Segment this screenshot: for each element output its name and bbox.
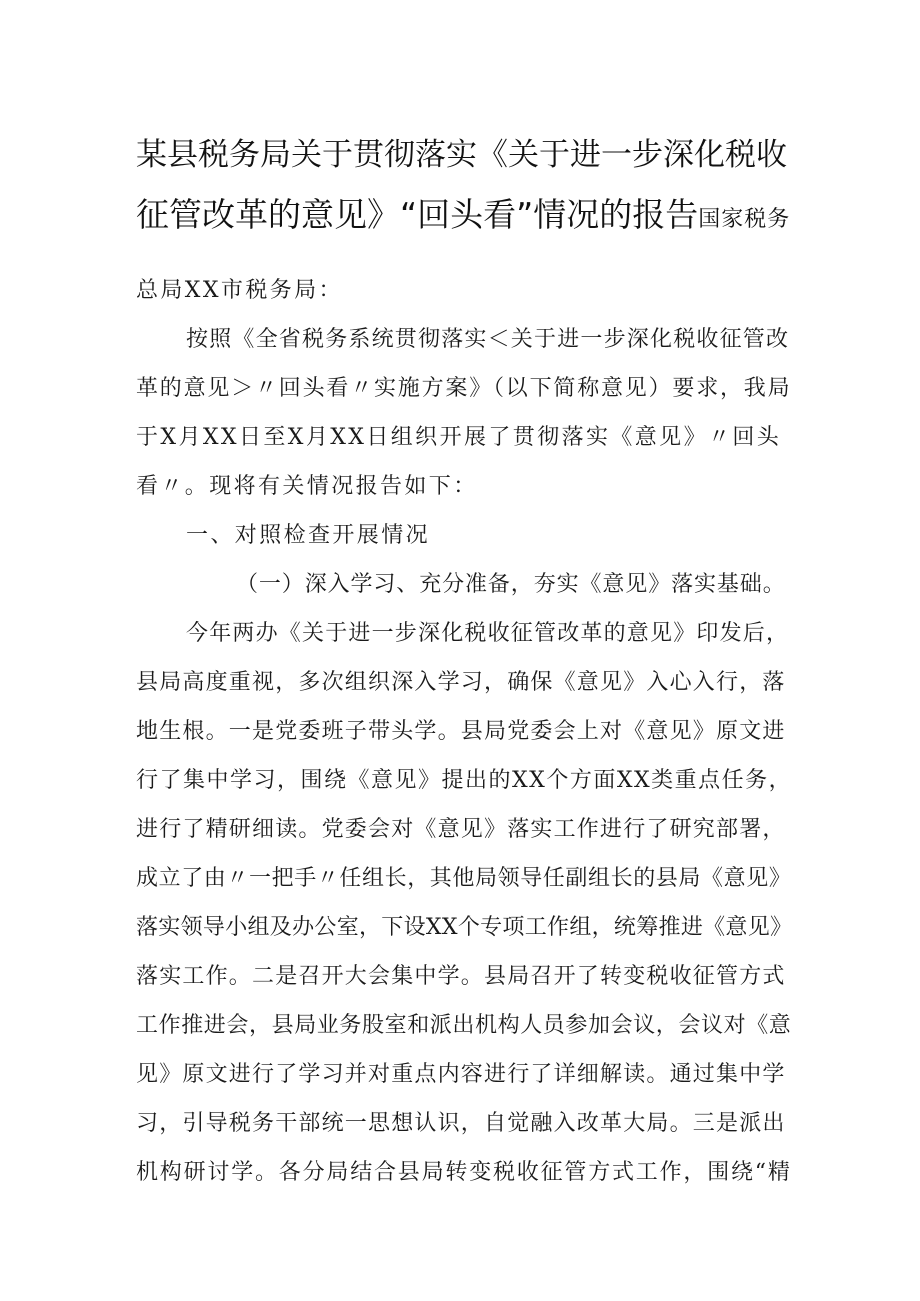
paragraph-line: 革的意见＞〃回头看〃实施方案》（以下简称意见）要求，我局: [136, 376, 792, 401]
document-title-line-2: [136, 190, 790, 245]
section-heading: 一、对照检查开展情况: [186, 523, 431, 548]
paragraph-line: 地生根。一是党委班子带头学。县局党委会上对《意见》原文进: [136, 719, 786, 744]
paragraph-line: 行了集中学习，围绕《意见》提出的XX个方面XX类重点任务，: [136, 768, 793, 793]
document-title-line-1: 某县税务局关于贯彻落实《关于进一步深化税收: [136, 137, 787, 173]
document-title-line-2-text: 征管改革的意见》“回头看”情况的报告: [136, 195, 699, 234]
document-title-tail: 国家税务: [698, 207, 791, 232]
paragraph-line: 于X月XX日至X月XX日组织开展了贯彻落实《意见》〃回头: [136, 425, 782, 450]
paragraph-line: 成立了由〃一把手〃任组长，其他局领导任副组长的县局《意见》: [136, 866, 792, 891]
salutation-line: 总局XX市税务局：: [136, 278, 343, 303]
paragraph-line: 机构研讨学。各分局结合县局转变税收征管方式工作，围绕“精: [136, 1160, 792, 1185]
paragraph-line: 工作推进会，县局业务股室和派出机构人员参加会议，会议对《意: [136, 1013, 792, 1038]
paragraph-line: 落实工作。二是召开大会集中学。县局召开了转变税收征管方式: [136, 964, 786, 989]
paragraph-line: 看〃。现将有关情况报告如下：: [136, 474, 478, 499]
paragraph-line: 按照《全省税务系统贯彻落实＜关于进一步深化税收征管改: [186, 327, 790, 352]
paragraph-line: 今年两办《关于进一步深化税收征管改革的意见》印发后，: [186, 621, 790, 646]
paragraph-line: 见》原文进行了学习并对重点内容进行了详细解读。通过集中学: [136, 1062, 786, 1087]
paragraph-line: 县局高度重视，多次组织深入学习，确保《意见》入心入行，落: [136, 670, 786, 695]
paragraph-line: 进行了精研细读。党委会对《意见》落实工作进行了研究部署，: [136, 817, 786, 842]
paragraph-line: 习，引导税务干部统一思想认识，自觉融入改革大局。三是派出: [136, 1111, 786, 1136]
subsection-heading: （一）深入学习、充分准备，夯实《意见》落实基础。: [236, 572, 786, 597]
paragraph-line: 落实领导小组及办公室，下设XX个专项工作组，统筹推进《意见》: [136, 915, 793, 940]
